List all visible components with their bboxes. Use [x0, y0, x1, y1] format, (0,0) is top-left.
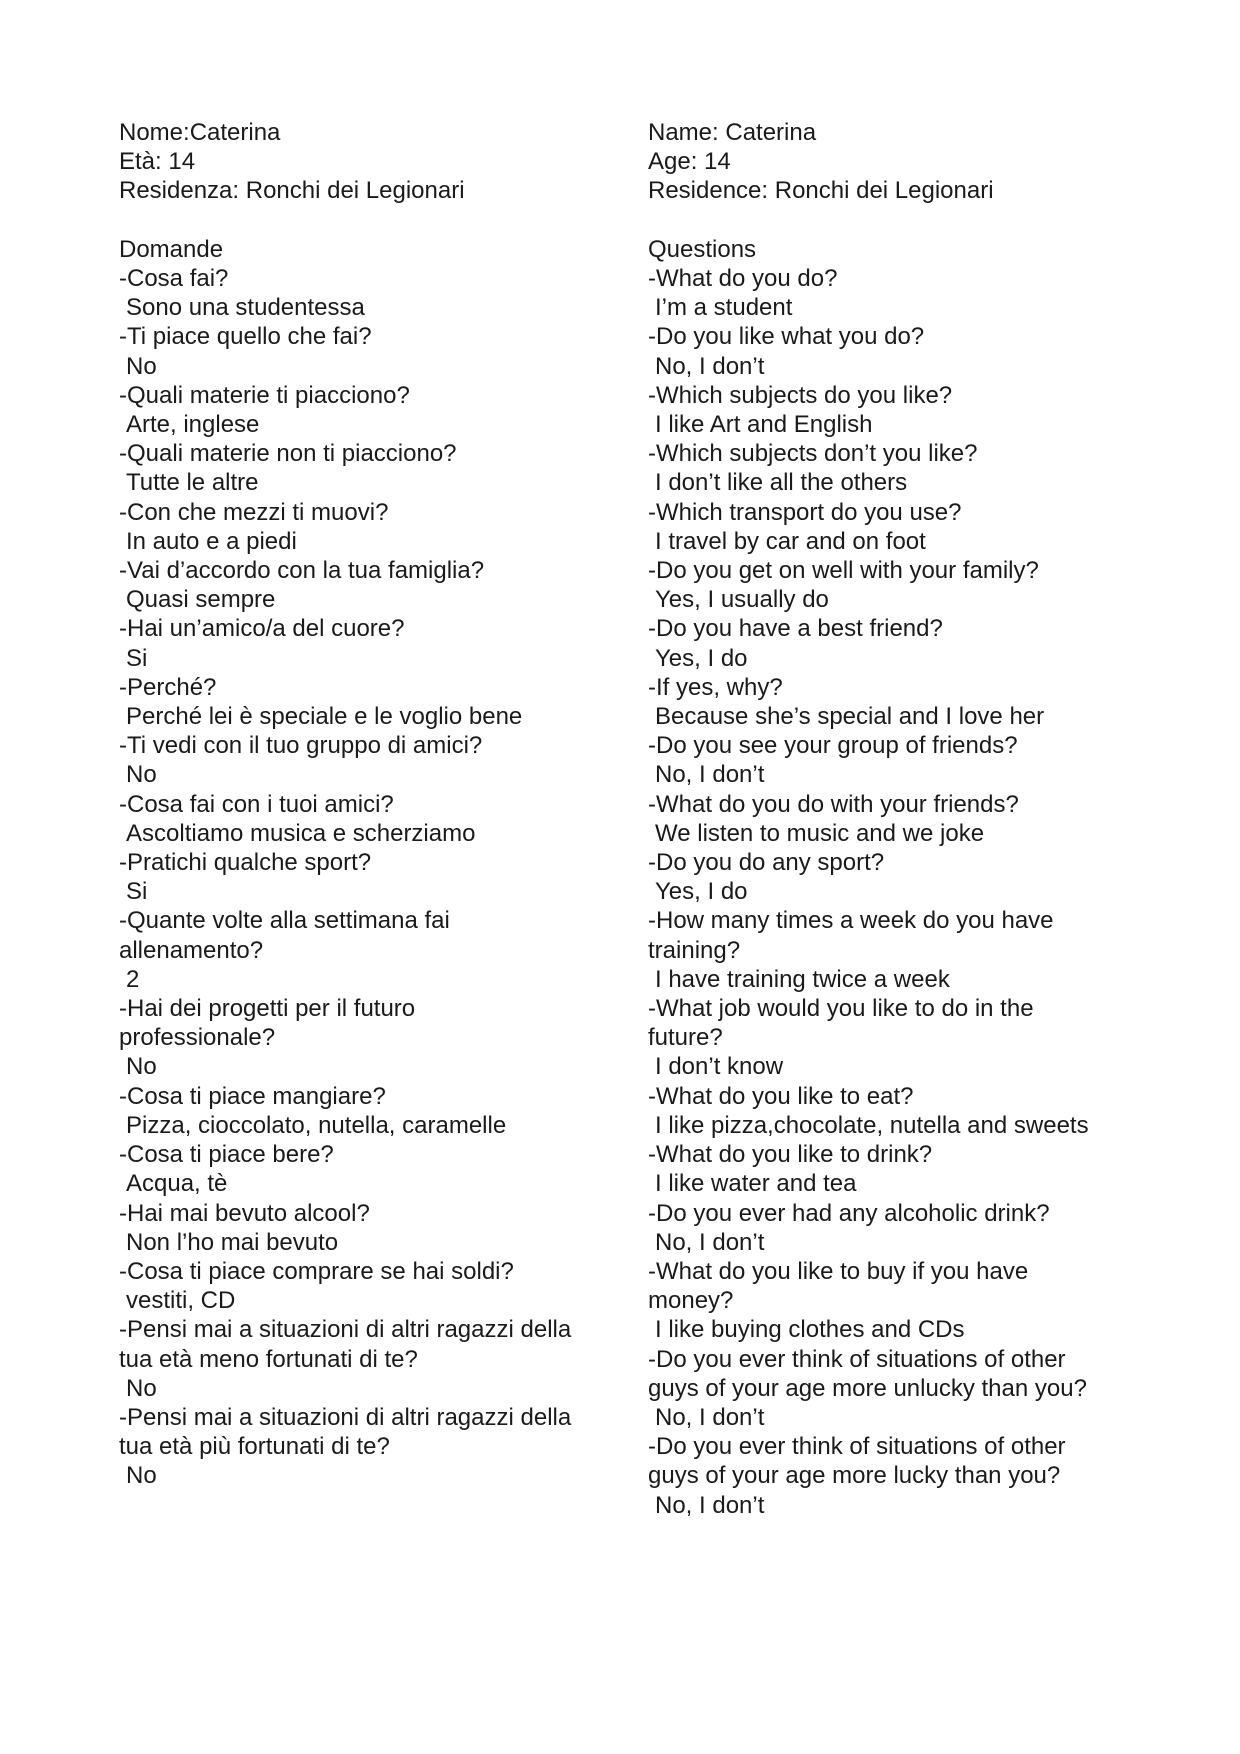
question-line: guys of your age more unlucky than you? [648, 1374, 1087, 1402]
question-line: -Cosa ti piace bere? [119, 1141, 334, 1169]
answer-line: I like Art and English [655, 411, 873, 439]
answer-line: No, I don’t [655, 1228, 765, 1256]
question-line: tua età meno fortunati di te? [119, 1345, 418, 1373]
question-line: -Vai d’accordo con la tua famiglia? [119, 557, 485, 585]
answer-line: Arte, inglese [126, 411, 260, 439]
answer-line: I’m a student [655, 294, 793, 322]
question-line: -Hai dei progetti per il futuro [119, 995, 416, 1023]
answer-line: No [126, 352, 157, 380]
question-line: -Quali materie non ti piacciono? [119, 440, 457, 468]
question-line: -Con che mezzi ti muovi? [119, 498, 389, 526]
answer-line: I travel by car and on foot [655, 527, 926, 555]
italian-column [119, 118, 619, 1491]
question-line: -If yes, why? [648, 673, 783, 701]
english-column [648, 118, 1223, 1520]
question-line: -Cosa ti piace mangiare? [119, 1082, 386, 1110]
answer-line: No [126, 761, 157, 789]
question-line: -Do you ever think of situations of other [648, 1433, 1066, 1461]
question-line: -Pensi mai a situazioni di altri ragazzi della [119, 1403, 572, 1431]
question-line: -Cosa ti piace comprare se hai soldi? [119, 1257, 514, 1285]
answer-line: Si [126, 878, 148, 906]
answer-line: Ascoltiamo musica e scherziamo [126, 819, 476, 847]
answer-line: I don’t like all the others [655, 469, 908, 497]
answer-line: Because she’s special and I love her [655, 703, 1045, 731]
question-line: money? [648, 1287, 734, 1315]
answer-line: I like buying clothes and CDs [655, 1316, 965, 1344]
question-line: -Do you do any sport? [648, 849, 885, 877]
answer-line: I have training twice a week [655, 965, 950, 993]
spacer [119, 206, 619, 235]
question-line: -Do you see your group of friends? [648, 732, 1018, 760]
question-line: guys of your age more lucky than you? [648, 1462, 1061, 1490]
answer-line: No, I don’t [655, 761, 765, 789]
question-line: -Do you get on well with your family? [648, 557, 1039, 585]
question-line: -Pratichi qualche sport? [119, 849, 372, 877]
question-line: -Ti vedi con il tuo gruppo di amici? [119, 732, 483, 760]
residence-line: Residence: Ronchi dei Legionari [648, 177, 994, 205]
question-line: -Do you have a best friend? [648, 615, 943, 643]
question-line: -What do you do with your friends? [648, 790, 1019, 818]
answer-line: Tutte le altre [126, 469, 259, 497]
answer-line: Yes, I usually do [655, 586, 829, 614]
question-line: -Hai mai bevuto alcool? [119, 1199, 370, 1227]
question-line: -What do you like to drink? [648, 1141, 933, 1169]
section-title: Domande [119, 235, 224, 263]
answer-line: We listen to music and we joke [655, 819, 985, 847]
question-line: -Do you ever had any alcoholic drink? [648, 1199, 1050, 1227]
question-line: -Ti piace quello che fai? [119, 323, 372, 351]
qa-list [648, 264, 1223, 1520]
question-line: professionale? [119, 1024, 276, 1052]
answer-line: Pizza, cioccolato, nutella, caramelle [126, 1111, 507, 1139]
answer-line: Yes, I do [655, 878, 748, 906]
name-line: Nome:Caterina [119, 119, 281, 146]
answer-line: No, I don’t [655, 352, 765, 380]
age-line: Age: 14 [648, 148, 731, 176]
qa-list [119, 264, 619, 1491]
answer-line: No [126, 1462, 157, 1490]
question-line: -Do you ever think of situations of other [648, 1345, 1066, 1373]
section-title: Questions [648, 235, 757, 263]
answer-line: I like pizza,chocolate, nutella and sweets [655, 1111, 1089, 1139]
question-line: -Hai un’amico/a del cuore? [119, 615, 405, 643]
answer-line: 2 [126, 965, 140, 993]
question-line: -What do you like to eat? [648, 1082, 914, 1110]
residence-line: Residenza: Ronchi dei Legionari [119, 177, 465, 205]
question-line: -Pensi mai a situazioni di altri ragazzi della [119, 1316, 572, 1344]
question-line: -Perché? [119, 673, 217, 701]
question-line: training? [648, 936, 741, 964]
question-line: -Quante volte alla settimana fai [119, 907, 450, 935]
answer-line: Non l’ho mai bevuto [126, 1228, 339, 1256]
question-line: -What job would you like to do in the [648, 995, 1034, 1023]
answer-line: No [126, 1374, 157, 1402]
name-line: Name: Caterina [648, 119, 817, 146]
answer-line: Quasi sempre [126, 586, 276, 614]
spacer [648, 206, 1223, 235]
answer-line: No, I don’t [655, 1403, 765, 1431]
question-line: -How many times a week do you have [648, 907, 1054, 935]
answer-line: In auto e a piedi [126, 527, 297, 555]
answer-line: No, I don’t [655, 1491, 765, 1519]
question-line: -Which subjects don’t you like? [648, 440, 978, 468]
question-line: tua età più fortunati di te? [119, 1433, 390, 1461]
answer-line: vestiti, CD [126, 1287, 236, 1315]
answer-line: I don’t know [655, 1053, 784, 1081]
question-line: -Cosa fai? [119, 265, 229, 292]
question-line: future? [648, 1024, 723, 1052]
question-line: allenamento? [119, 936, 264, 964]
answer-line: Yes, I do [655, 644, 748, 672]
answer-line: Acqua, tè [126, 1170, 228, 1198]
answer-line: No [126, 1053, 157, 1081]
question-line: -What do you like to buy if you have [648, 1257, 1029, 1285]
answer-line: Perché lei è speciale e le voglio bene [126, 703, 523, 731]
answer-line: Si [126, 644, 148, 672]
question-line: -Quali materie ti piacciono? [119, 381, 410, 409]
question-line: -Which subjects do you like? [648, 381, 953, 409]
question-line: -Cosa fai con i tuoi amici? [119, 790, 394, 818]
answer-line: Sono una studentessa [126, 294, 365, 322]
question-line: -Which transport do you use? [648, 498, 962, 526]
answer-line: I like water and tea [655, 1170, 857, 1198]
question-line: -Do you like what you do? [648, 323, 925, 351]
age-line: Età: 14 [119, 148, 196, 176]
question-line: -What do you do? [648, 265, 838, 292]
